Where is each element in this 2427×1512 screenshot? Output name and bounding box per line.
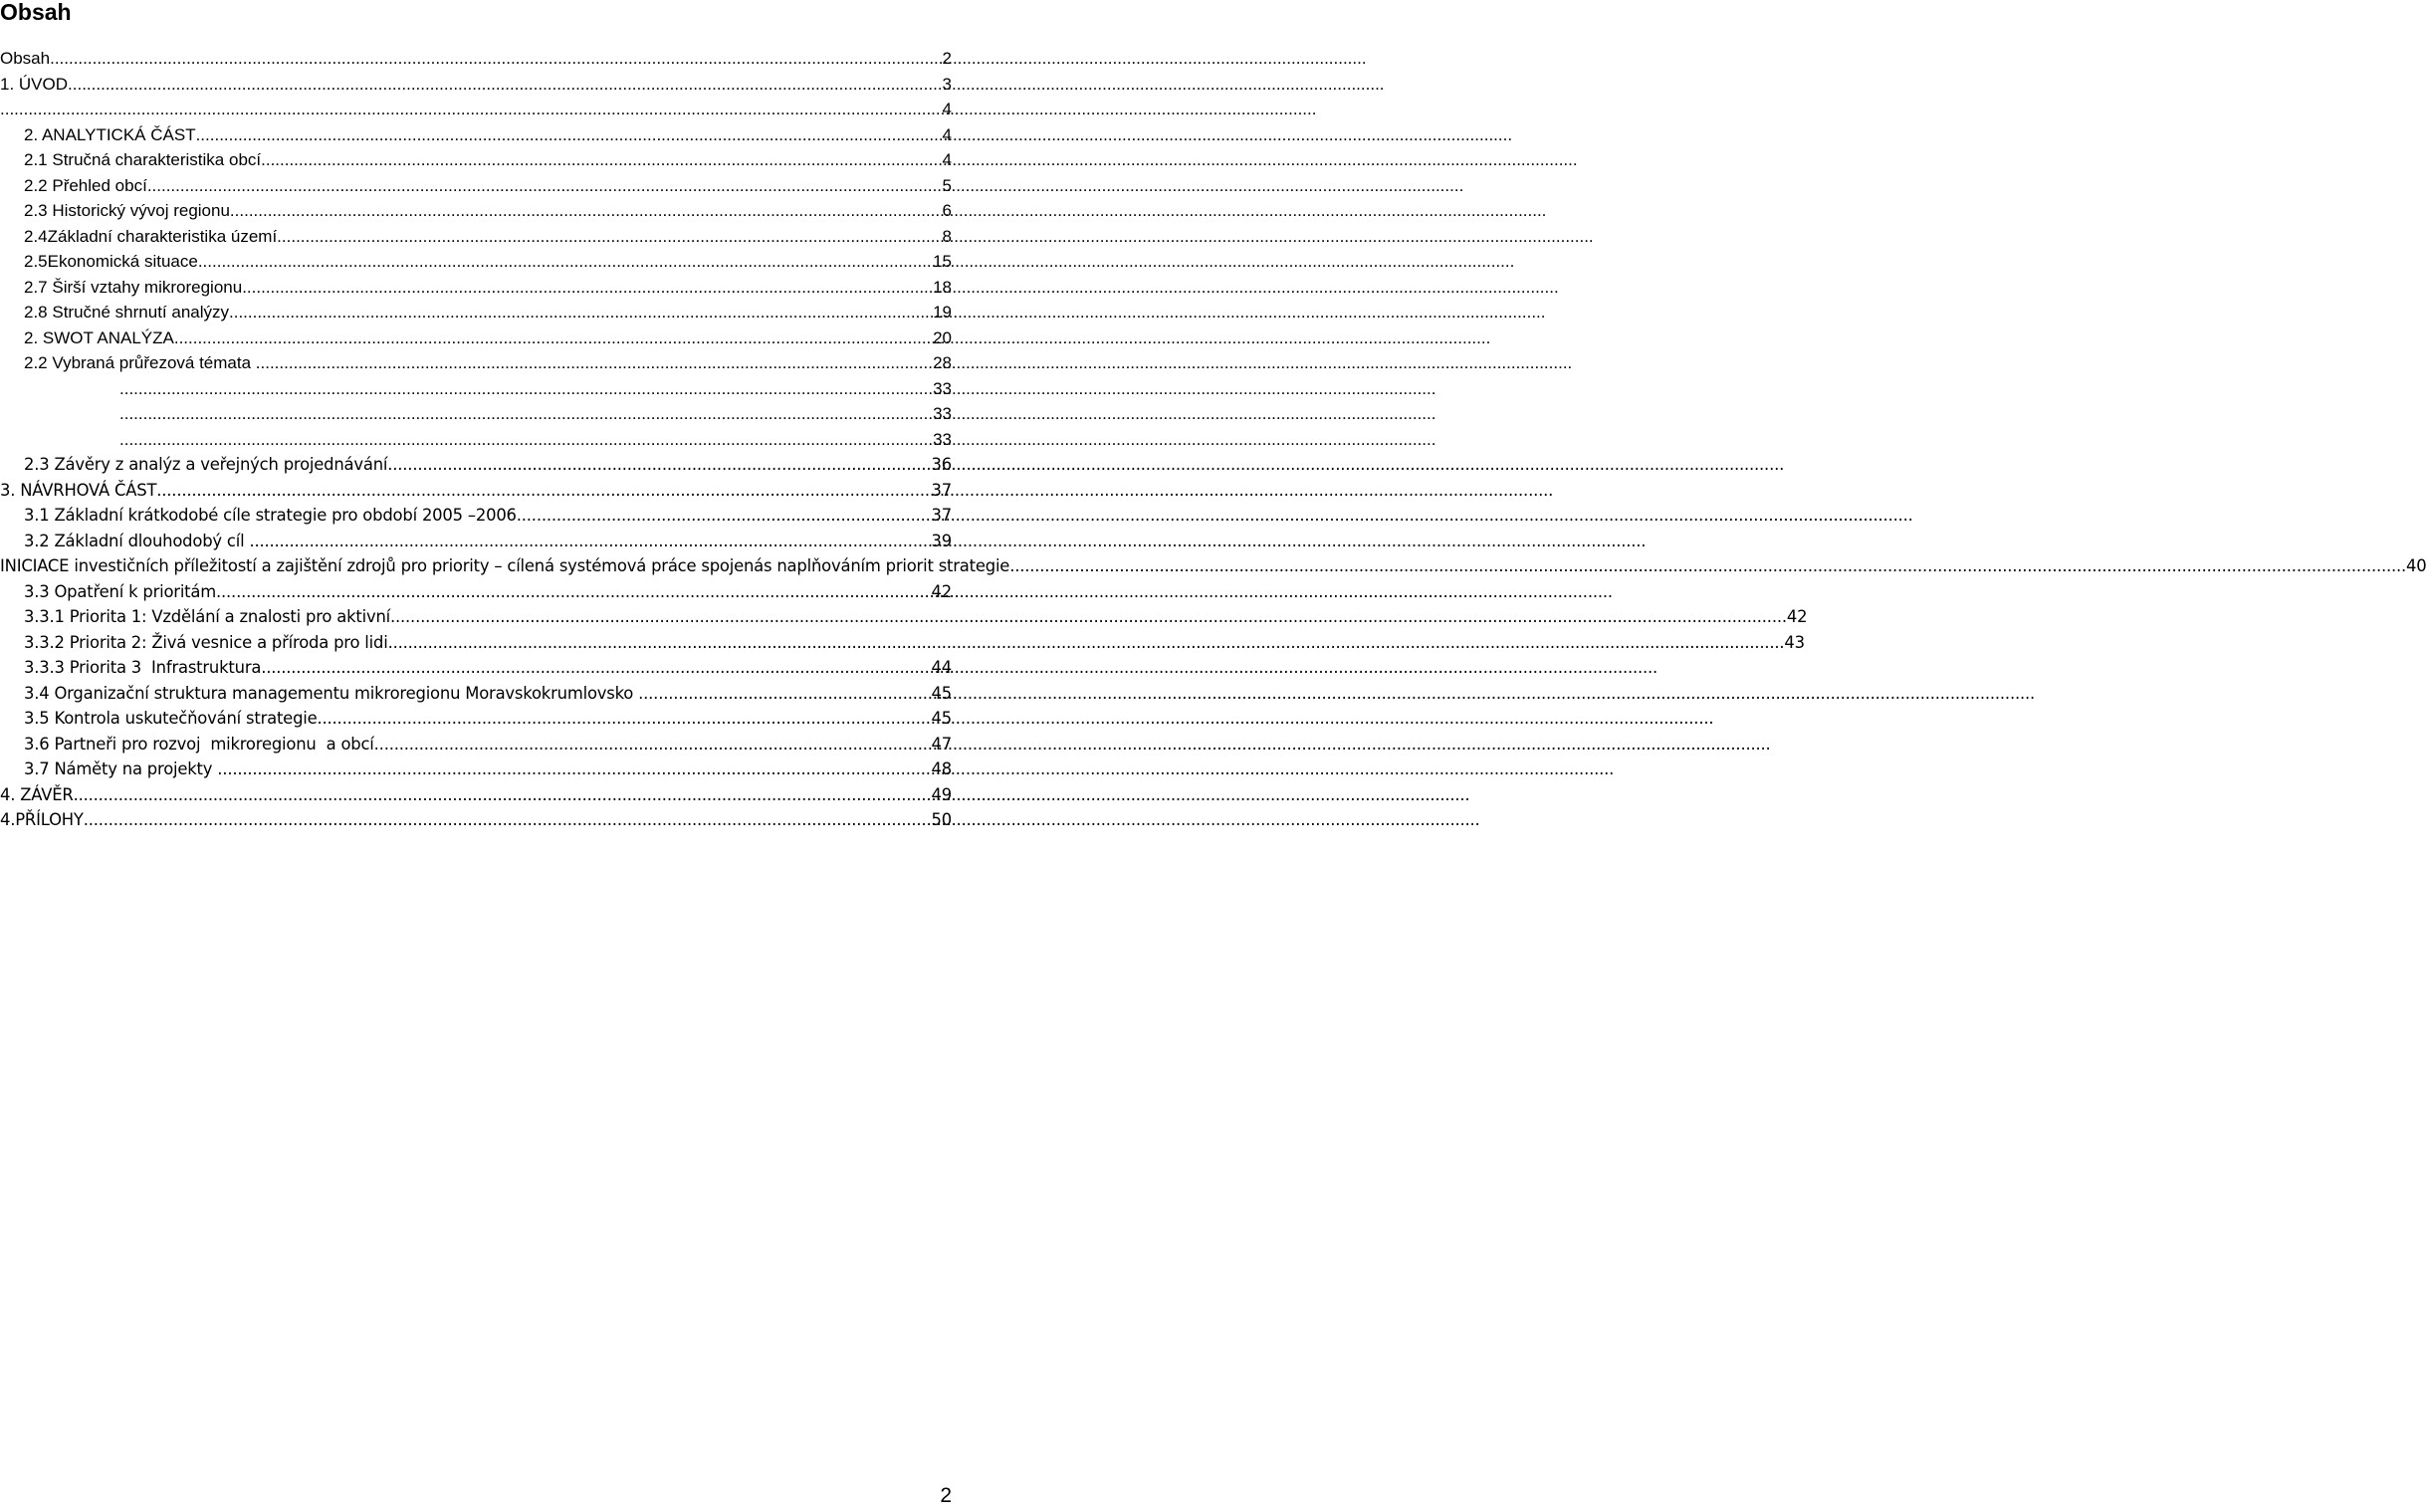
- toc-entry-label: 1. ÚVOD: [0, 74, 69, 94]
- toc-leader-dots: [84, 807, 932, 833]
- toc-entry[interactable]: [0, 807, 952, 833]
- toc-entry-line2: [764, 553, 2427, 579]
- toc-entry[interactable]: [0, 579, 952, 605]
- toc-leader-dots: [50, 46, 942, 72]
- toc-entry-label: 3.6 Partneři pro rozvoj mikroregionu a obcí: [24, 734, 374, 754]
- toc-leader-dots: [261, 655, 931, 681]
- toc-entry[interactable]: [0, 782, 952, 808]
- toc-entry-label: 2.2 Vybraná průřezová témata: [24, 353, 256, 372]
- toc-entry-label: 2.7 Širší vztahy mikroregionu: [24, 277, 243, 297]
- toc-entry[interactable]: [0, 249, 952, 275]
- toc-entry[interactable]: [0, 706, 952, 732]
- toc-leader-dots: [229, 300, 933, 325]
- toc-entry-page: 36: [931, 455, 952, 474]
- toc-entry-label: 3.2 Základní dlouhodobý cíl: [24, 531, 250, 550]
- toc-entry[interactable]: [0, 478, 952, 504]
- toc-entry[interactable]: [0, 300, 952, 325]
- toc-entry-page: 20: [933, 327, 952, 347]
- toc-leader-dots: [156, 478, 931, 504]
- toc-entry-page: 8: [942, 226, 952, 246]
- toc-entry-page: 37: [931, 480, 952, 500]
- toc-entry-label: 2.5Ekonomická situace: [24, 252, 198, 271]
- toc-leader-dots: [249, 529, 931, 554]
- toc-entry-page: 5: [942, 175, 952, 195]
- toc-entry[interactable]: [0, 97, 952, 122]
- toc-entry[interactable]: [0, 350, 952, 376]
- toc-entry-label: 3.3 Opatření k prioritám: [24, 581, 217, 601]
- toc-leader-dots: [318, 706, 932, 732]
- toc-leader-dots: [147, 173, 943, 199]
- toc-entry-page: 44: [931, 658, 952, 677]
- toc-entry-label: 3. NÁVRHOVÁ ČÁST: [0, 480, 157, 500]
- toc-leader-dots: [638, 681, 931, 707]
- toc-leader-dots: [374, 732, 932, 757]
- toc-leader-dots: [196, 122, 943, 148]
- toc-entry[interactable]: [0, 427, 952, 453]
- toc-entry-page: 37: [931, 506, 952, 525]
- toc-entry[interactable]: [0, 732, 952, 757]
- toc-entry-page: 33: [933, 429, 952, 449]
- toc-entry-page: 4: [942, 100, 952, 118]
- toc-entry[interactable]: [0, 681, 952, 707]
- toc-entry-page: 2: [942, 49, 952, 68]
- toc-entry[interactable]: [0, 401, 952, 427]
- toc-entry-page: 15: [933, 252, 952, 271]
- page-title: Obsah: [0, 0, 72, 25]
- toc-entry-line1: INICIACE investičních příležitostí a zajištění zdrojů pro priority – cílená systémová práce spojená: [0, 556, 765, 575]
- toc-leader-dots: [387, 452, 931, 478]
- toc-entry-page: 28: [933, 353, 952, 372]
- toc-entry-page: 3: [942, 74, 952, 94]
- toc-entry[interactable]: [0, 46, 952, 72]
- toc-entry[interactable]: [0, 756, 952, 782]
- toc-entry-page: 4: [942, 150, 952, 169]
- toc-entry-page: 45: [931, 683, 952, 703]
- toc-entry-label: Obsah: [0, 49, 51, 68]
- toc-entry-label: 2.3 Závěry z analýz a veřejných projednávání: [24, 455, 388, 474]
- toc-entry-label: 2.1 Stručná charakteristika obcí: [24, 150, 262, 169]
- toc-entry-page: 6: [942, 201, 952, 220]
- toc-entry-multiline[interactable]: [0, 630, 1805, 656]
- toc-entry-label: 2. SWOT ANALÝZA: [24, 327, 174, 347]
- toc-entry-label: 2. ANALYTICKÁ ČÁST: [24, 124, 196, 144]
- toc-entry-page: 40: [2406, 556, 2427, 575]
- toc-leader-dots: [1009, 553, 2406, 579]
- toc-entry-page: 48: [931, 759, 952, 778]
- toc-entry-page: 49: [931, 784, 952, 804]
- toc-entry-label: 3.1 Základní krátkodobé cíle strategie pro období 2005 –2006: [24, 506, 517, 525]
- toc-leader-dots: [0, 97, 943, 122]
- toc-entry-page: 42: [931, 581, 952, 601]
- toc-entry-line2: [388, 630, 1805, 656]
- toc-leader-dots: [174, 325, 933, 351]
- toc-entry-page: 4: [942, 124, 952, 144]
- toc-entry[interactable]: [0, 224, 952, 250]
- toc-entry-line1: 3.3.2 Priorita 2: Živá vesnice a příroda pro lidi: [24, 632, 388, 652]
- toc-leader-dots: [261, 147, 942, 173]
- toc-entry-line1: 3.3.1 Priorita 1: Vzdělání a znalosti pro aktivní: [24, 607, 391, 626]
- toc-entry-page: 43: [1784, 632, 1805, 652]
- toc-entry-multiline[interactable]: [0, 604, 1808, 630]
- toc-entry-label: 2.2 Přehled obcí: [24, 175, 147, 195]
- toc-entry-label: 4.PŘÍLOHY: [0, 810, 84, 829]
- toc-entry[interactable]: [0, 147, 952, 173]
- toc-entry-label: 4. ZÁVĚR: [0, 784, 74, 804]
- toc-entry-label: 2.8 Stručné shrnutí analýzy: [24, 303, 230, 322]
- table-of-contents: [0, 46, 2427, 833]
- toc-entry[interactable]: [0, 122, 952, 148]
- toc-entry-page: 45: [931, 709, 952, 728]
- toc-entry-label: 3.7 Náměty na projekty: [24, 759, 218, 778]
- toc-leader-dots: [198, 249, 933, 275]
- toc-entry-line2: [390, 604, 1807, 630]
- toc-entry-page: 42: [1786, 607, 1808, 626]
- toc-entry[interactable]: [0, 198, 952, 224]
- toc-entry[interactable]: [0, 376, 952, 402]
- toc-entry-page: 50: [931, 810, 952, 829]
- toc-entry-page: 39: [931, 531, 952, 550]
- toc-entry-label: 3.3.3 Priorita 3 Infrastruktura: [24, 658, 262, 677]
- toc-leader-dots: [242, 275, 933, 301]
- toc-leader-dots: [256, 350, 933, 376]
- toc-entry-page: 47: [931, 734, 952, 754]
- toc-entry-label: 2.3 Historický vývoj regionu: [24, 201, 230, 220]
- toc-entry-page: 33: [933, 378, 952, 398]
- toc-entry[interactable]: [0, 655, 952, 681]
- toc-leader-dots: [217, 756, 931, 782]
- toc-leader-dots: [388, 630, 1785, 656]
- toc-leader-dots: [68, 72, 943, 98]
- toc-leader-dots: [119, 376, 933, 402]
- toc-entry-label: 2.4Základní charakteristika území: [24, 226, 278, 246]
- toc-entry[interactable]: [0, 173, 952, 199]
- toc-leader-dots: [517, 503, 932, 529]
- toc-entry[interactable]: [0, 529, 952, 554]
- toc-entry[interactable]: [0, 325, 952, 351]
- toc-entry-multiline[interactable]: [0, 553, 2427, 579]
- toc-entry[interactable]: [0, 275, 952, 301]
- toc-leader-dots: [390, 604, 1787, 630]
- toc-entry-page: 18: [933, 277, 952, 297]
- toc-entry[interactable]: [0, 503, 952, 529]
- toc-leader-dots: [216, 579, 932, 605]
- page-number: 2: [940, 1484, 952, 1507]
- toc-leader-dots: [119, 401, 933, 427]
- toc-entry-page: 19: [933, 303, 952, 322]
- toc-leader-dots: [119, 427, 933, 453]
- toc-leader-dots: [74, 782, 932, 808]
- toc-entry[interactable]: [0, 452, 952, 478]
- toc-leader-dots: [230, 198, 943, 224]
- toc-entry-label: s naplňováním priorit strategie: [764, 556, 1010, 575]
- toc-entry[interactable]: [0, 72, 952, 98]
- toc-entry-label: 3.5 Kontrola uskutečňování strategie: [24, 709, 318, 728]
- toc-leader-dots: [277, 224, 942, 250]
- toc-entry-page: 33: [933, 404, 952, 423]
- toc-entry-label: 3.4 Organizační struktura managementu mikroregionu Moravskokrumlovsko: [24, 683, 639, 703]
